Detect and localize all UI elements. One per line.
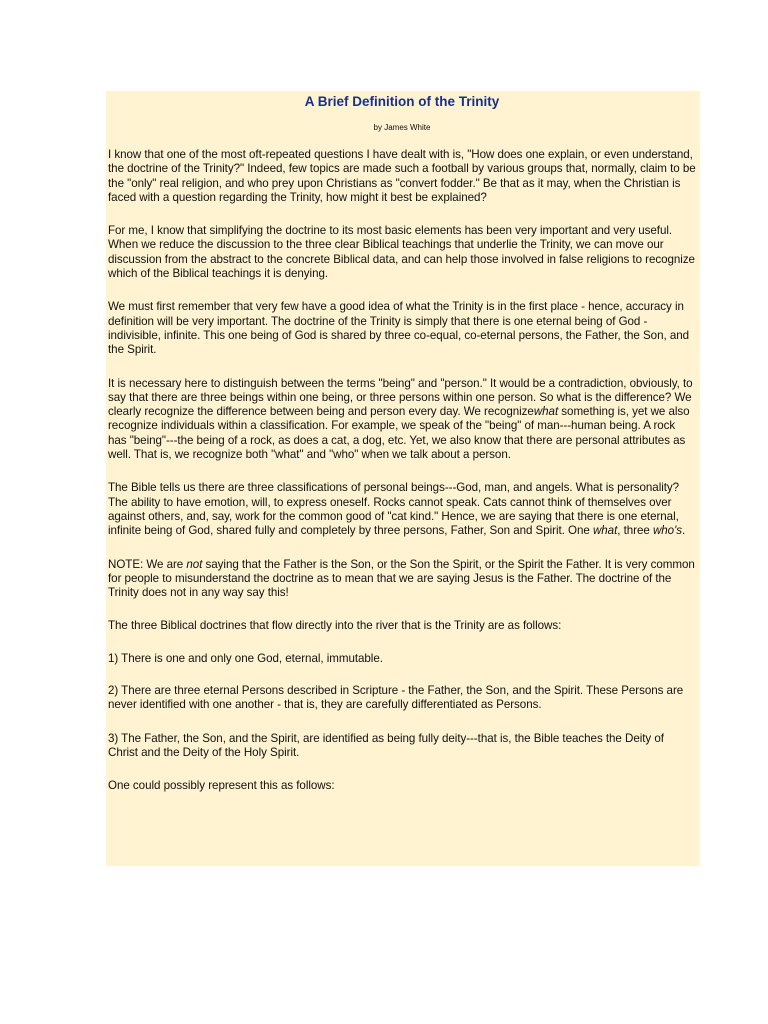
article-body (108, 148, 696, 794)
paragraph-5-emphasis-2: who's (652, 524, 682, 538)
paragraph-4 (108, 377, 696, 463)
paragraph-4-emphasis: what (533, 405, 559, 419)
paragraph-1: I know that one of the most oft-repeated questions I have dealt with is, "How does one explain, or even understand, the doctrine of the Trinity?" Indeed, few topics are made such a football by various groups that, normally, claim to be the "only" real religion, and who prey upon Christians as "convert fodder." Be that as it may, when the Christian is faced with a question regarding the Trinity, how might it best be explained? (108, 148, 696, 204)
paragraph-5-text-c: . (681, 524, 686, 538)
byline: by James White (373, 123, 431, 132)
paragraph-5-emphasis-1: what (592, 524, 618, 538)
paragraph-5-text-b: , three (617, 524, 653, 538)
page-title: A Brief Definition of the Trinity (304, 94, 500, 109)
paragraph-3: We must first remember that very few have a good idea of what the Trinity is in the first place - hence, accuracy in definition will be very important. The doctrine of the Trinity is simply that there is one eternal being of God - indivisible, infinite. This one being of God is shared by three co-equal, co-eternal persons, the Father, the Son, and the Spirit. (108, 300, 690, 357)
paragraph-4-text-b: something is, yet we also recognize individuals within a classification. For example, we speak of the "being" of man---human being. A rock has "being"---the being of a rock, as does a cat, a dog, etc. Yet, we also know that there are personal attributes as well. That is, we recognize both "what" and "who" when we talk about a person. (108, 405, 690, 462)
doctrine-3: 3) The Father, the Son, and the Spirit, are identified as being fully deity---that is, the Bible teaches the Deity of Christ and the Deity of the Holy Spirit. (108, 731, 664, 759)
paragraph-2: For me, I know that simplifying the doctrine to its most basic elements has been very important and very useful. When we reduce the discussion to the three clear Biblical teachings that underlie the Trinity, we can move our discussion from the abstract to the concrete Biblical data, and can help those involved in false religions to recognize which of the Biblical teachings it is denying. (108, 224, 695, 281)
paragraph-6-text-b: saying that the Father is the Son, or the Son the Spirit, or the Spirit the Father. It is very common for people to misunderstand the doctrine as to mean that we are saying Jesus is the Father. The doctrine of the Trinity does not in any way say this! (108, 557, 695, 600)
paragraph-6-note (108, 558, 696, 601)
paragraph-7: The three Biblical doctrines that flow directly into the river that is the Trinity are as follows: (108, 619, 562, 633)
doctrine-1: 1) There is one and only one God, eternal, immutable. (108, 651, 383, 665)
paragraph-5-text-a: The Bible tells us there are three classifications of personal beings---God, man, and angels. What is personality? The ability to have emotion, will, to express oneself. Rocks cannot speak. Cats cannot think of themselves over against others, and, say, work for the common good of "cat kind." Hence, we are saying that there is one eternal, infinite being of God, shared fully and completely by three persons, Father, Son and Spirit. One (108, 481, 680, 538)
paragraph-6-text-a: NOTE: We are (108, 557, 187, 571)
doctrine-2: 2) There are three eternal Persons described in Scripture - the Father, the Son, and the Spirit. These Persons are never identified with one another - that is, they are carefully differentiated as Persons. (108, 684, 684, 712)
paragraph-11: One could possibly represent this as follows: (108, 779, 335, 793)
paragraph-6-emphasis: not (186, 557, 203, 571)
document-page (106, 91, 700, 866)
paragraph-5 (108, 481, 696, 538)
paragraph-4-text-a: It is necessary here to distinguish between the terms "being" and "person." It would be a contradiction, obviously, to say that there are three beings within one being, or three persons within one person. So what is the difference? We clearly recognize the difference between being and person every day. We recognize (108, 376, 693, 419)
